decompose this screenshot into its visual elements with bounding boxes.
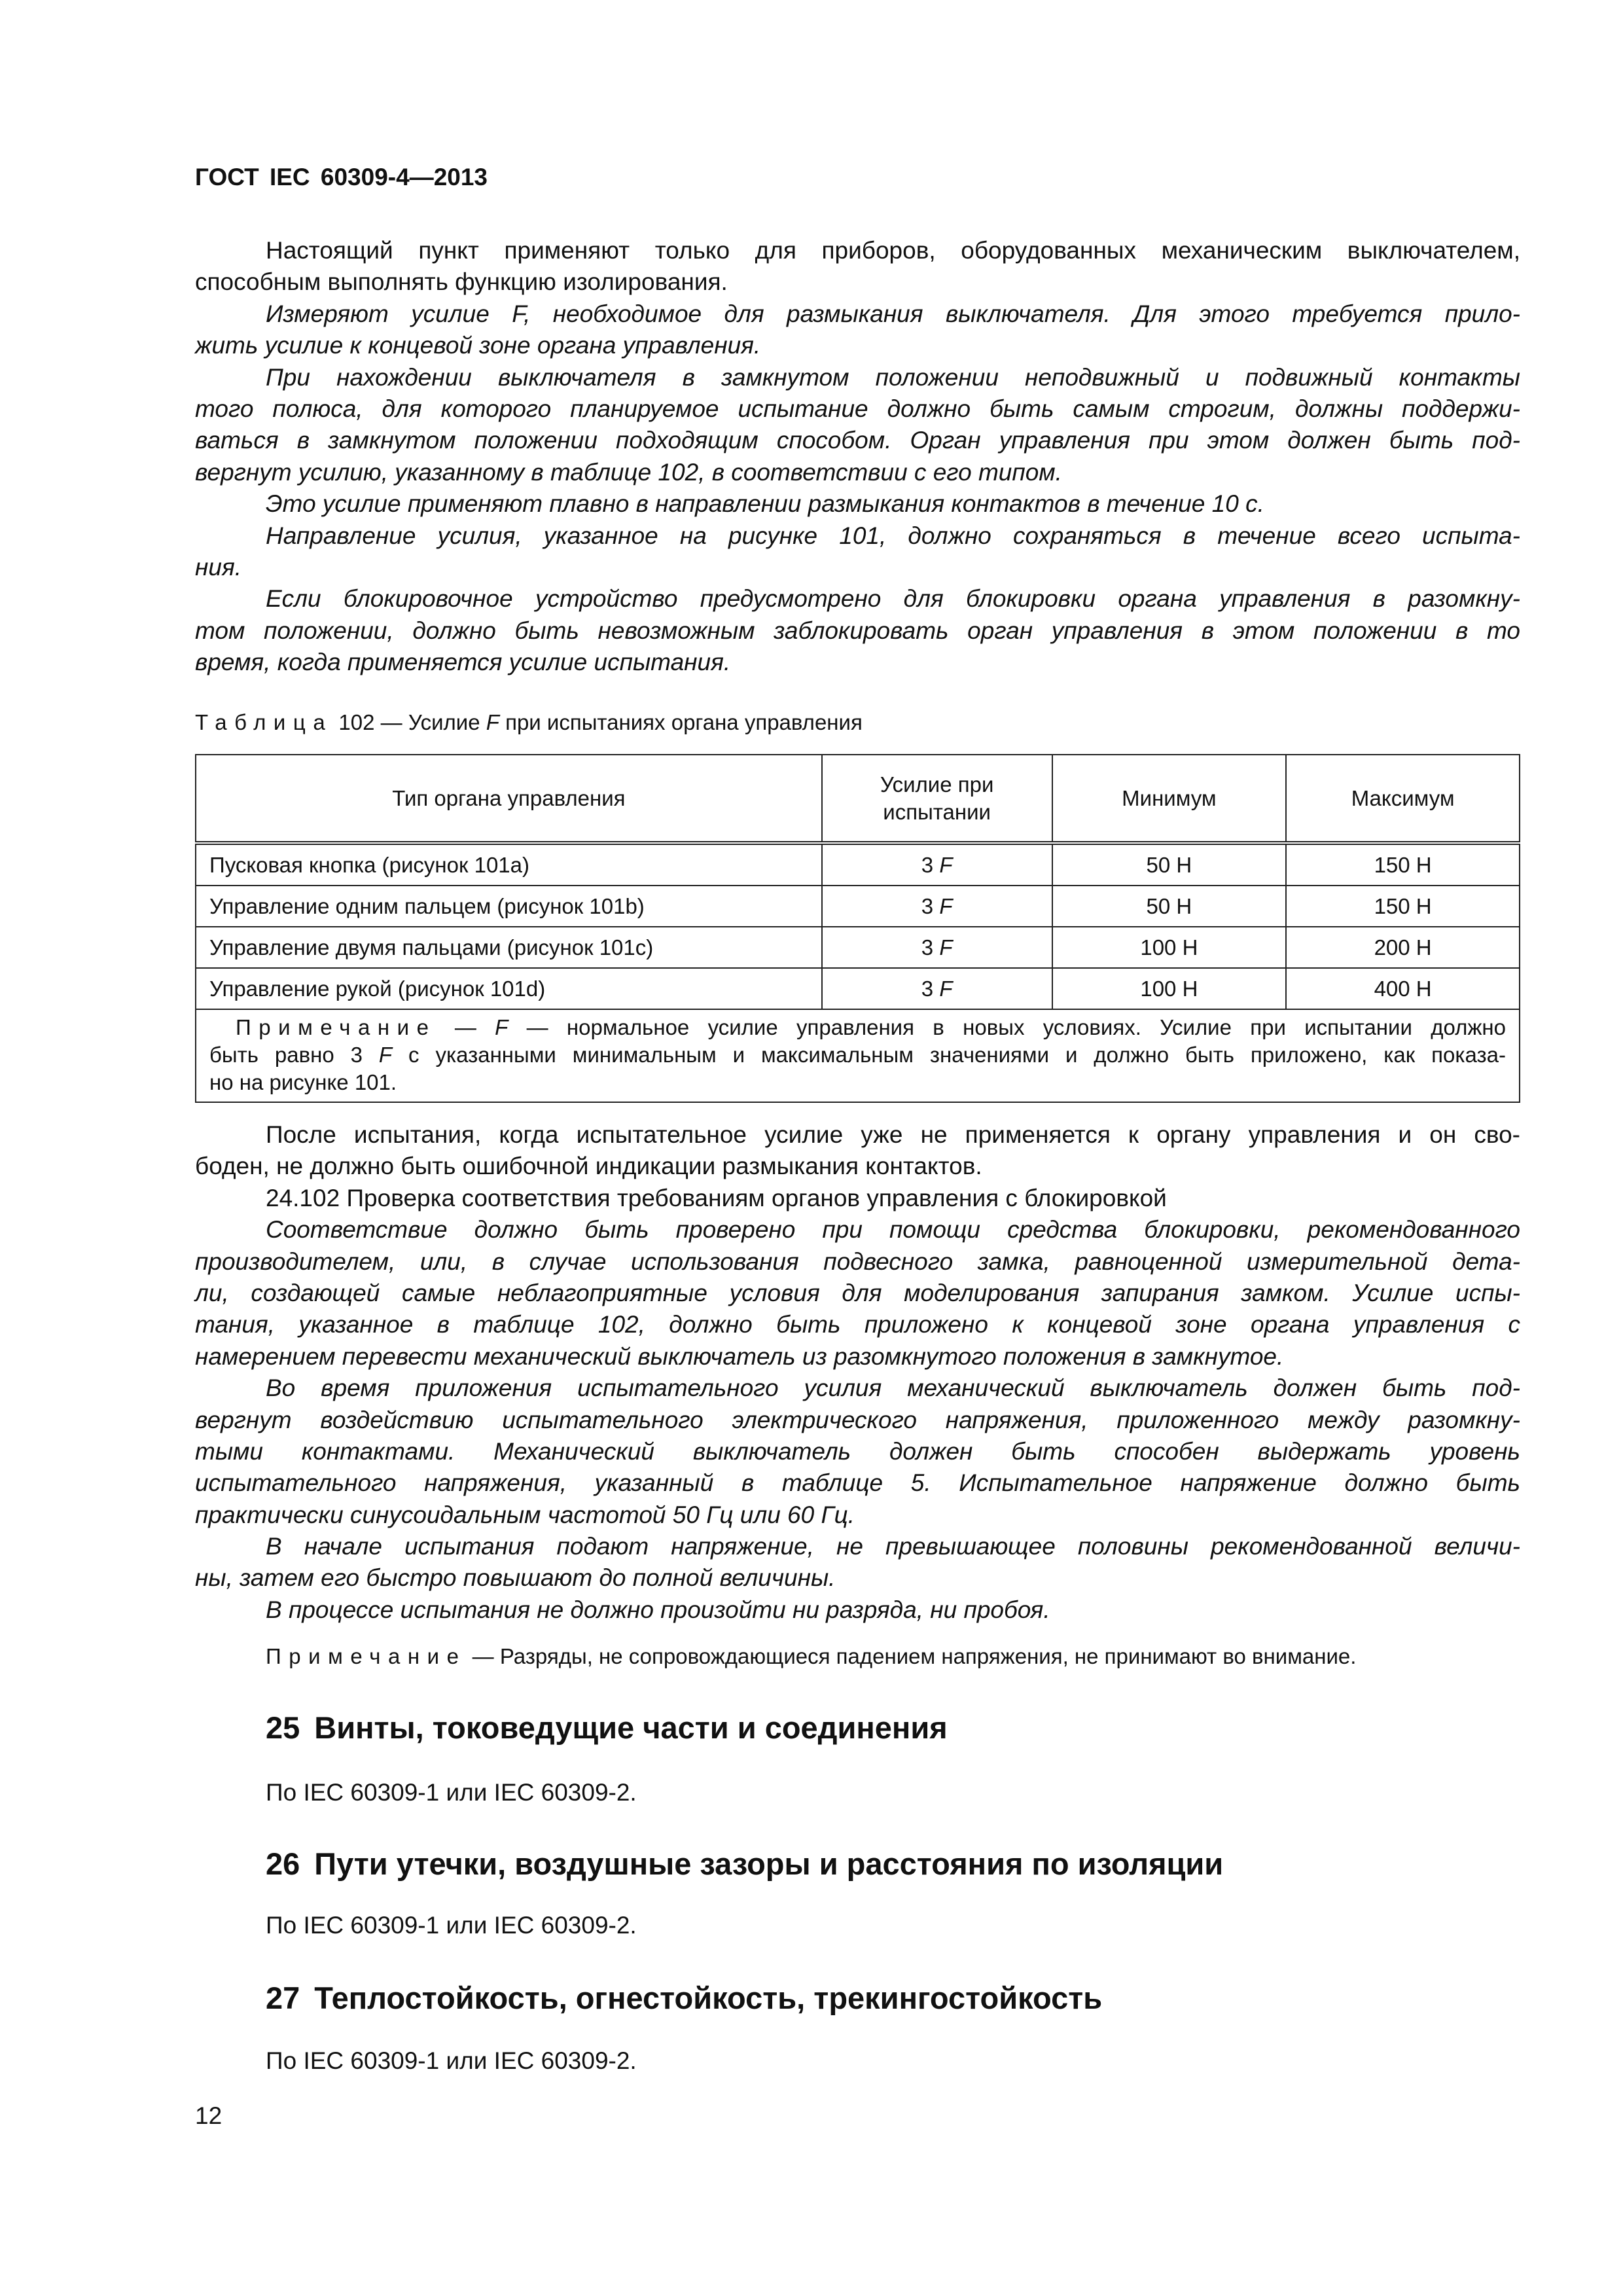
test-force-symbol: F bbox=[939, 893, 953, 918]
table-row bbox=[196, 968, 1520, 1009]
paragraph-line: Во время приложения испытательного усилия механический выключатель должен быть под- bbox=[266, 1374, 1520, 1402]
table-row bbox=[196, 886, 1520, 927]
cell-test-force bbox=[822, 968, 1052, 1009]
table-caption-number: 102 — bbox=[338, 710, 402, 734]
paragraph-line: время, когда применяется усилие испытания. bbox=[195, 649, 731, 676]
cell-test-force bbox=[822, 886, 1052, 927]
cell-control-type: Управление рукой (рисунок 101d) bbox=[196, 968, 822, 1009]
paragraph-line: боден, не должно быть ошибочной индикации размыкания контактов. bbox=[195, 1153, 982, 1180]
note-segment: с указанными минимальным и максимальным значениями и должно быть приложено, как показа- bbox=[392, 1043, 1506, 1067]
header-test-force bbox=[822, 755, 1052, 843]
table-note-line bbox=[209, 1041, 1506, 1069]
table-caption-pre: Усилие bbox=[408, 710, 480, 734]
section-text: По IEC 60309-1 или IEC 60309-2. bbox=[266, 2047, 637, 2074]
paragraph-line: производителем, или, в случае использования подвесного замка, равноценной измерительной дета- bbox=[195, 1247, 1520, 1275]
paragraph-line: вергнут усилию, указанному в таблице 102, в соответствии с его типом. bbox=[195, 458, 1062, 486]
cell-control-type: Управление одним пальцем (рисунок 101b) bbox=[196, 886, 822, 927]
paragraph-line: ли, создающей самые неблагоприятные условия для моделирования запирания замком. Усилие испы- bbox=[195, 1279, 1520, 1306]
table-note bbox=[196, 1009, 1520, 1102]
table-note-line bbox=[209, 1014, 1506, 1041]
note-segment: — нормальное усилие управления в новых условиях. Усилие при испытании должно bbox=[508, 1015, 1506, 1039]
section-number: 27 bbox=[266, 1981, 300, 2015]
paragraph-line: намерением перевести механический выключатель из разомкнутого положения в замкнутое. bbox=[195, 1342, 1284, 1370]
test-force-coefficient: 3 bbox=[921, 893, 934, 918]
cell-maximum: 150 Н bbox=[1286, 886, 1520, 927]
section-number: 25 bbox=[266, 1710, 300, 1745]
paragraph-line: вергнут воздействию испытательного электрического напряжения, приложенного между разомкну- bbox=[195, 1406, 1520, 1433]
cell-minimum: 100 Н bbox=[1052, 927, 1287, 968]
paragraph-line: Это усилие применяют плавно в направлении размыкания контактов в течение 10 с. bbox=[266, 490, 1264, 518]
cell-test-force bbox=[822, 843, 1052, 886]
paragraph-line: В процессе испытания не должно произойти ни разряда, ни пробоя. bbox=[266, 1596, 1050, 1623]
force-table bbox=[195, 754, 1520, 1103]
paragraph-line: ваться в замкнутом положении подходящим способом. Орган управления при этом должен быть под- bbox=[195, 427, 1520, 454]
paragraph-line: В начале испытания подают напряжение, не превышающее половины рекомендованной величи- bbox=[266, 1533, 1520, 1560]
paragraph-line: испытательного напряжения, указанный в таблице 5. Испытательное напряжение должно быть bbox=[195, 1469, 1520, 1497]
paragraph-line: способным выполнять функцию изолирования. bbox=[195, 268, 728, 296]
header-test-force-label: Усилие при испытании bbox=[880, 772, 994, 824]
section-title: Теплостойкость, огнестойкость, трекингостойкость bbox=[314, 1981, 1103, 2015]
paragraph-line: После испытания, когда испытательное усилие уже не применяется к органу управления и он сво- bbox=[266, 1121, 1520, 1148]
note-text: — Разряды, не сопровождающиеся падением напряжения, не принимают во внимание. bbox=[466, 1644, 1357, 1668]
test-force-coefficient: 3 bbox=[921, 976, 934, 1001]
table-row bbox=[196, 927, 1520, 968]
table-header-row bbox=[196, 755, 1520, 843]
note-segment: F bbox=[495, 1015, 508, 1039]
test-force-symbol: F bbox=[939, 976, 953, 1001]
cell-maximum: 200 Н bbox=[1286, 927, 1520, 968]
header-minimum: Минимум bbox=[1052, 755, 1287, 843]
test-force-coefficient: 3 bbox=[921, 852, 934, 877]
table-caption-label: Таблица bbox=[195, 710, 333, 734]
note-label: Примечание bbox=[266, 1644, 467, 1668]
cell-minimum: 100 Н bbox=[1052, 968, 1287, 1009]
cell-minimum: 50 Н bbox=[1052, 886, 1287, 927]
section-heading bbox=[266, 1846, 1223, 1882]
paragraph-line: Если блокировочное устройство предусмотрено для блокировки органа управления в разомкну- bbox=[266, 585, 1520, 613]
paragraph-line: Измеряют усилие F, необходимое для размыкания выключателя. Для этого требуется прило- bbox=[266, 300, 1520, 327]
note-discharges bbox=[266, 1644, 1356, 1669]
cell-control-type: Управление двумя пальцами (рисунок 101c) bbox=[196, 927, 822, 968]
cell-minimum: 50 Н bbox=[1052, 843, 1287, 886]
paragraph-line: При нахождении выключателя в замкнутом положении неподвижный и подвижный контакты bbox=[266, 363, 1520, 391]
paragraph-line: того полюса, для которого планируемое испытание должно быть самым строгим, должны поддержи- bbox=[195, 395, 1520, 422]
section-heading bbox=[266, 1710, 948, 1746]
section-number: 26 bbox=[266, 1846, 300, 1881]
header-control-type: Тип органа управления bbox=[196, 755, 822, 843]
paragraph-line: том положении, должно быть невозможным заблокировать орган управления в этом положении в то bbox=[195, 617, 1520, 644]
test-force-symbol: F bbox=[939, 852, 953, 877]
note-segment: F bbox=[378, 1043, 393, 1067]
note-segment: — bbox=[436, 1015, 495, 1039]
paragraph-line: ны, затем его быстро повышают до полной величины. bbox=[195, 1564, 836, 1592]
text-block-locking-test bbox=[195, 1119, 1520, 1626]
paragraph-line: 24.102 Проверка соответствия требованиям органов управления с блокировкой bbox=[266, 1184, 1167, 1211]
table-caption-post: при испытаниях органа управления bbox=[505, 710, 863, 734]
cell-maximum: 150 Н bbox=[1286, 843, 1520, 886]
paragraph-line: тыми контактами. Механический выключатель должен быть способен выдержать уровень bbox=[195, 1437, 1520, 1465]
section-text: По IEC 60309-1 или IEC 60309-2. bbox=[266, 1779, 637, 1806]
section-text: По IEC 60309-1 или IEC 60309-2. bbox=[266, 1912, 637, 1939]
table-caption-symbol: F bbox=[486, 710, 499, 734]
cell-maximum: 400 Н bbox=[1286, 968, 1520, 1009]
table-caption bbox=[195, 710, 863, 735]
document-header: ГОСТ IEC 60309-4—2013 bbox=[195, 164, 488, 190]
table-row bbox=[196, 843, 1520, 886]
cell-test-force bbox=[822, 927, 1052, 968]
note-segment: быть равно 3 bbox=[209, 1043, 379, 1067]
note-segment: но на рисунке 101. bbox=[209, 1070, 397, 1094]
cell-control-type: Пусковая кнопка (рисунок 101a) bbox=[196, 843, 822, 886]
text-block-force-test bbox=[195, 235, 1520, 678]
section-heading bbox=[266, 1980, 1102, 2016]
test-force-coefficient: 3 bbox=[921, 935, 934, 960]
paragraph-line: Настоящий пункт применяют только для приборов, оборудованных механическим выключателем, bbox=[266, 237, 1520, 264]
table-note-row bbox=[196, 1009, 1520, 1102]
section-title: Винты, токоведущие части и соединения bbox=[314, 1710, 948, 1745]
paragraph-line: ния. bbox=[195, 553, 241, 581]
paragraph-line: жить усилие к концевой зоне органа управления. bbox=[195, 332, 761, 359]
paragraph-line: Направление усилия, указанное на рисунке 101, должно сохраняться в течение всего испыта- bbox=[266, 522, 1520, 549]
header-maximum: Максимум bbox=[1286, 755, 1520, 843]
note-segment: Примечание bbox=[236, 1015, 437, 1039]
section-title: Пути утечки, воздушные зазоры и расстояния по изоляции bbox=[314, 1846, 1224, 1881]
test-force-symbol: F bbox=[939, 935, 953, 960]
page-number: 12 bbox=[195, 2102, 223, 2129]
paragraph-line: практически синусоидальным частотой 50 Гц или 60 Гц. bbox=[195, 1501, 855, 1528]
paragraph-line: Соответствие должно быть проверено при помощи средства блокировки, рекомендованного bbox=[266, 1216, 1520, 1244]
paragraph-line: тания, указанное в таблице 102, должно быть приложено к концевой зоне органа управления с bbox=[195, 1311, 1520, 1338]
table-note-line bbox=[209, 1069, 1506, 1096]
